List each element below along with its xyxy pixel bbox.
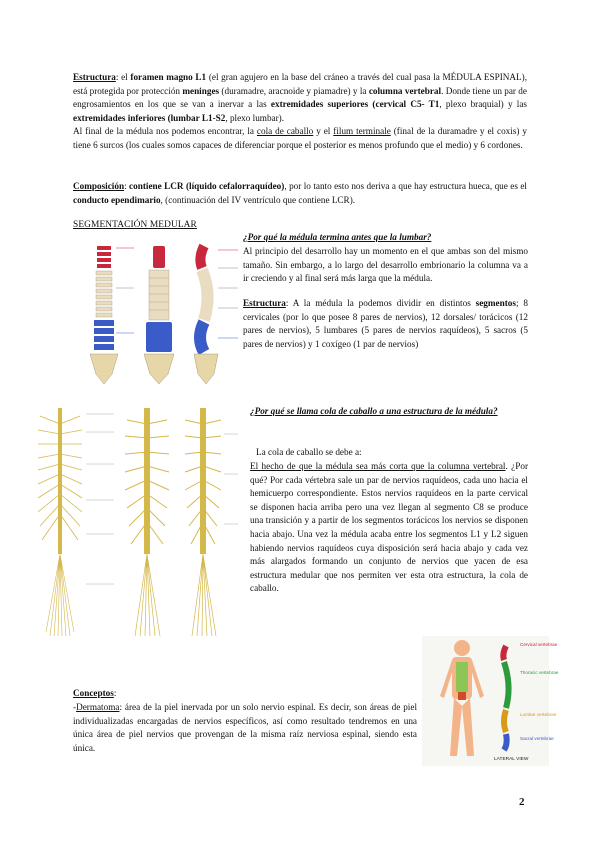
text: , plexo lumbar). [225,112,285,123]
composicion-paragraph [73,180,527,207]
text: ; 8 cervicales (por lo que posee 8 pares de nervios), 12 dorsales/ torácicos (12 pares de nervios), 5 lumbares (5 pares de nervios raquídeos), 5 sacros (5 pares de nervios) y 1 coxígeo (1 par de nervios) [243,298,528,349]
ext-inferiores-term: extremidades inferiores (lumbar L1-S2 [73,112,226,123]
spine-anterior-view [90,246,134,384]
text: . Donde tiene un par de engrosamientos en los que se van a inervar a las [73,85,527,110]
lateral-view-label: LATERAL VIEW [494,757,529,762]
conceptos-label: Conceptos [73,688,114,698]
foramen-magno-term: foramen magno L1 [130,72,207,82]
dermatoma-definition: : área de la piel inervada por un solo nervio espinal. Es decir, son áreas de piel individualizadas encargadas de nervios específicos, así como resultado tendremos en una única área de piel nervios que provengan de la misma raíz nerviosa espinal, siendo esta única. [73,702,417,753]
text: (el gran agujero en la base del cráneo a través del cual pasa la MÉDULA ESPINAL), está protegida por protección [73,72,528,96]
dermatome-illustration [422,636,559,766]
cola-intro: La cola de caballo se debe a: [256,447,362,457]
sacrum-shape [90,354,118,384]
spine-segments-illustration [86,238,244,388]
text: , (continuación del IV ventrículo que contiene LCR). [160,194,356,205]
text: y el [313,126,334,136]
respuesta1-paragraph: Al principio del desarrollo hay un momento en el que ambas son del mismo tamaño. Sin embargo, a lo largo del desarrollo embrionario la columna va a ir creciendo y al final será más larga que la médula. [243,246,528,284]
pregunta2-text: ¿Por qué se llama cola de caballo a una estructura de la médula? [250,406,498,416]
text: , por lo tanto esto nos deriva a que hay estructura hueca, que es el [284,181,527,191]
lateral-spine [503,646,508,750]
cola-hecho-text: El hecho de que la médula sea más corta que la columna vertebral [250,461,506,471]
segmentos-term: segmentos [475,298,516,308]
final-paragraph [73,125,527,152]
text: : el [115,72,131,82]
text: : [113,688,117,698]
dermatome-figure [422,636,559,766]
text: : [124,181,130,191]
sacral-label: Sacral vertebrae [520,736,554,741]
dermatoma-term: Dermatoma [76,702,120,712]
ext-superiores-term: extremidades superiores (cervical C5- T1 [270,99,440,110]
page-number: 2 [519,796,525,808]
thoracic-segment [96,271,112,317]
conceptos-title [73,687,417,701]
text: (final de la duramadre y el coxis) y tiene 6 surcos (los cuales somos capaces de diferenciar porque el posterior es menos profundo que el medio) y 6 cordones. [73,126,527,150]
lumbar-label: Lumbar vertebrae [520,712,557,717]
estructura-label: Estructura [73,72,116,82]
lumbar-segment [94,320,114,350]
text: , plexo braquial) y las [439,99,527,110]
spine-lateral-view [194,246,238,384]
cervical-segment [97,246,111,268]
spine-segments-figure [86,238,244,388]
meninges-term: meninges [182,85,220,96]
body-silhouette [440,640,484,756]
segmentacion-heading: SEGMENTACIÓN MEDULAR [73,220,197,230]
spinal-cord-left [38,408,82,636]
text: Al final de la médula nos podemos encontrar, la [73,126,257,136]
spinal-cord-right [185,408,221,636]
estructura2-paragraph [243,297,528,351]
spinal-nerves-illustration [30,404,240,640]
cervical-label: Cervical vertebrae [520,642,558,647]
estructura-paragraph [73,71,527,125]
conducto-term: conducto ependimario [73,194,161,205]
text: (duramadre, aracnoide y piamadre) y la [219,85,369,96]
estructura2-label: Estructura [243,298,286,308]
thoracic-label: Thoracic vertebrae [520,670,559,675]
cola-paragraph [250,460,528,596]
pregunta2-heading [250,405,528,419]
pregunta1-heading [243,231,528,245]
pregunta1-text: ¿Por qué la médula termina antes que la lumbar? [243,232,432,242]
dermatoma-paragraph [73,701,417,755]
lcr-term: contiene LCR (líquido cefalorraquídeo) [129,181,285,191]
composicion-label: Composición [73,181,125,191]
cola-texto: . ¿Por qué? Por cada vértebra sale un par de nervios raquídeos, cada uno hacia el hemicuerpo correspondiente. Estos nervios raquídeos en la parte cervical se disponen hacia arriba pero una vez llegan al segmento C8 se produce una transición y a partir de los segmentos torácicos los nervios se disponen hacia abajo. Una vez la médula acaba entre los segmentos L1 y L2 siguen habiendo nervios raquídeos cuya disposición será hacia abajo y cada vez más alargados formando un conjunto de nervios que yacen de esa estructura medular que nos permiten ver esta otra estructura, la cola de caballo. [250,461,528,594]
columna-term: columna vertebral [368,85,442,96]
filum-terminale-term: filum terminale [333,126,391,136]
cola-de-caballo-term: cola de caballo [256,126,314,136]
spinal-cord-middle [125,408,169,636]
spine-posterior-view [144,246,174,384]
label-lines [86,414,238,584]
cola-de-caballo-figure [30,404,240,640]
text: : A la médula la podemos dividir en distintos [285,298,476,308]
text: - [73,702,77,712]
